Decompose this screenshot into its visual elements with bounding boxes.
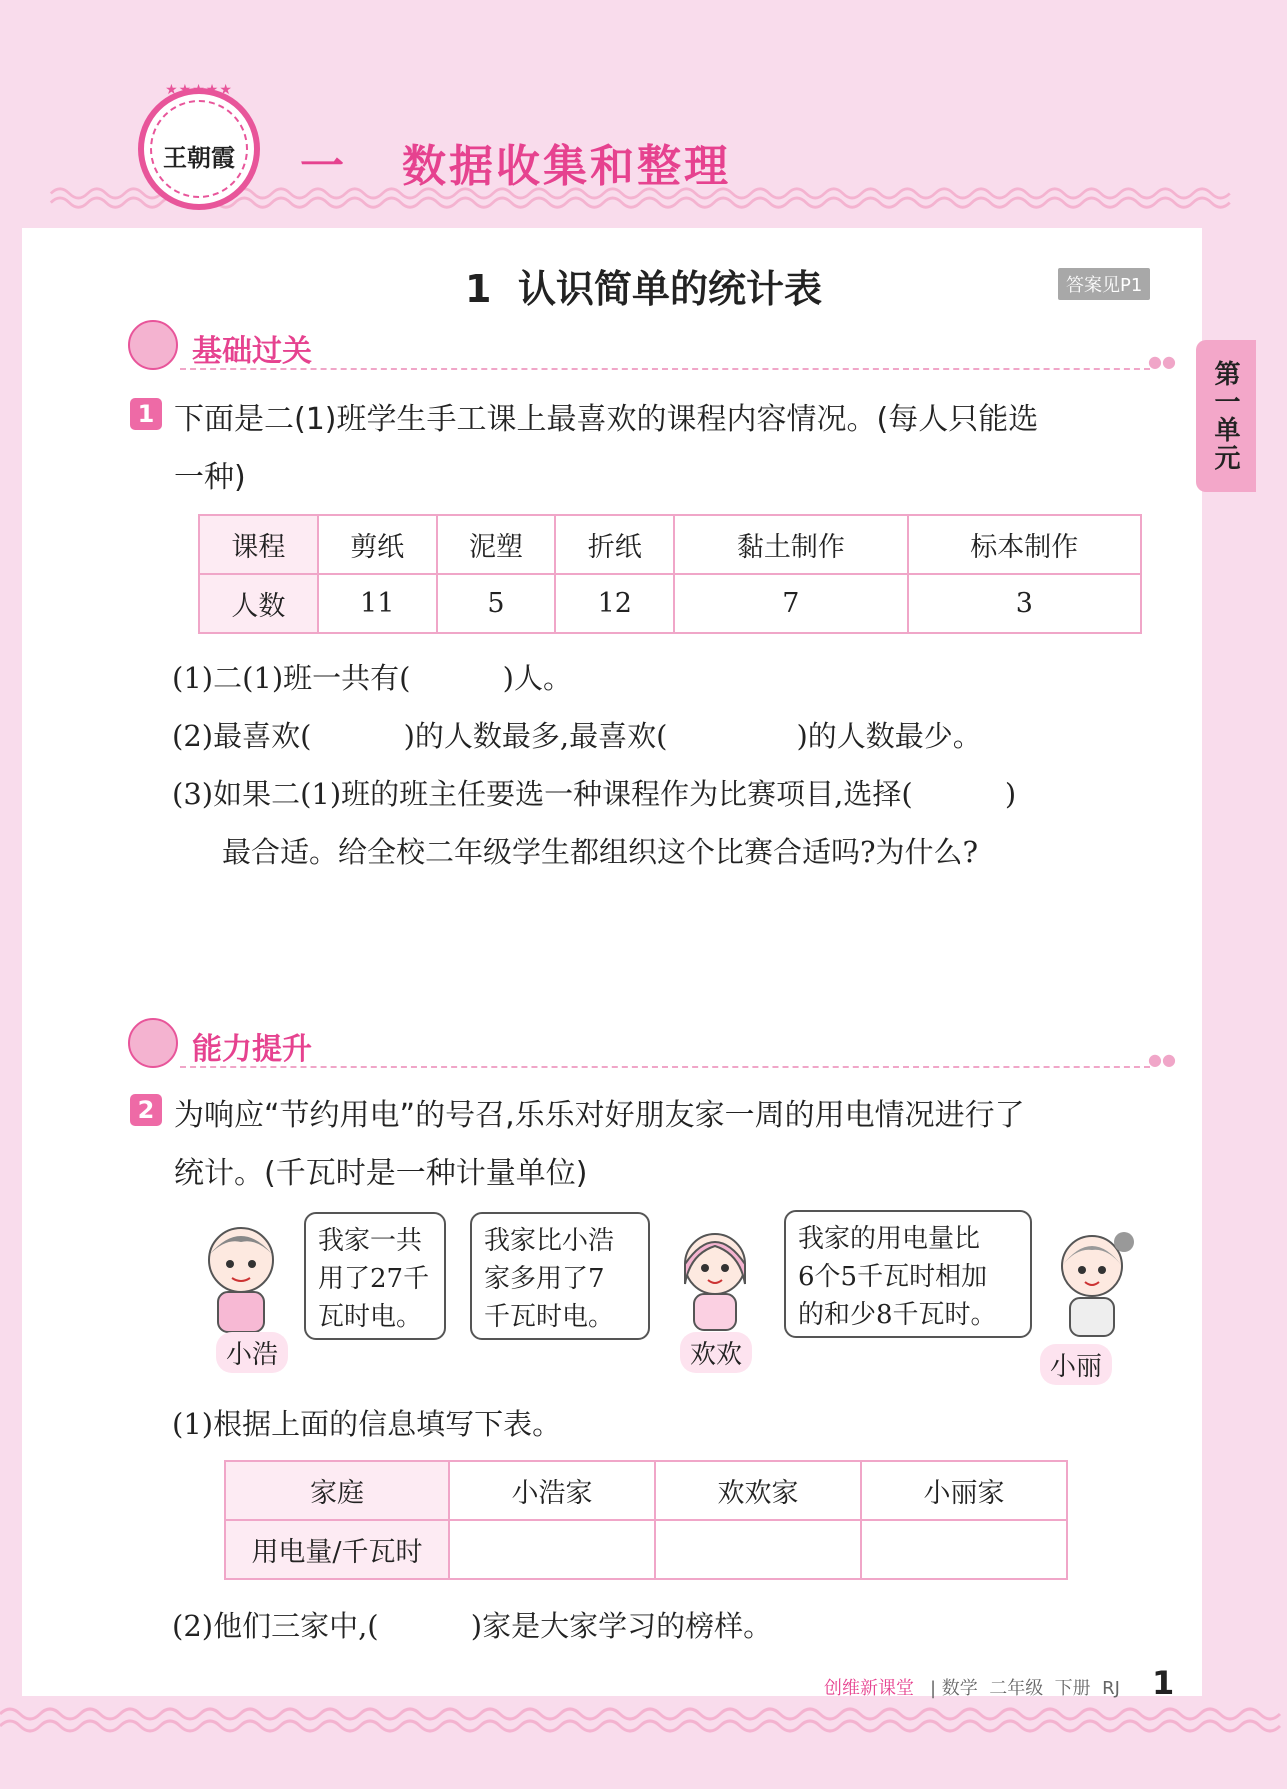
decor-dots-icon: ●● (1148, 352, 1176, 371)
table-cell: 课程 (199, 515, 318, 574)
teacher-avatar-icon (128, 320, 178, 370)
bubble-line: 瓦时电。 (318, 1302, 423, 1332)
table-cell: 剪纸 (318, 515, 437, 574)
teacher-avatar-icon (128, 1018, 178, 1068)
question-2-text-line2: 统计。(千瓦时是一种计量单位) (174, 1156, 588, 1191)
table-cell: 5 (437, 574, 556, 633)
speech-bubble (304, 1212, 446, 1340)
section-divider (180, 1066, 1150, 1068)
bubble-line: 用了27千 (318, 1264, 430, 1294)
question-2-text-line1: 为响应“节约用电”的号召,乐乐对好朋友家一周的用电情况进行了 (174, 1098, 1025, 1133)
speech-bubble (470, 1212, 650, 1340)
question-2-sub-1: (1)根据上面的信息填写下表。 (172, 1407, 562, 1441)
table-cell: 7 (674, 574, 907, 633)
answer-blank-cell[interactable] (449, 1520, 655, 1579)
speech-bubble (784, 1210, 1032, 1338)
table-cell: 12 (555, 574, 674, 633)
question-1-text-line2: 一种) (174, 460, 246, 495)
answer-blank-cell[interactable] (655, 1520, 861, 1579)
name-tag: 小浩 (216, 1332, 288, 1373)
logo-stars-icon: ★★★★★ (165, 82, 233, 98)
table-cell: 黏土制作 (674, 515, 907, 574)
question-1-sub-3-line2: 最合适。给全校二年级学生都组织这个比赛合适吗?为什么? (222, 835, 979, 869)
section-divider (180, 368, 1150, 370)
question-number-badge: 2 (130, 1094, 162, 1126)
bubble-line: 家多用了7 (484, 1264, 605, 1294)
table-cell: 小丽家 (861, 1461, 1067, 1520)
footer-wave-band (0, 1700, 1287, 1789)
decor-dots-icon: ●● (1148, 1050, 1176, 1069)
page-number: 1 (1152, 1664, 1175, 1702)
bubble-line: 我家的用电量比 (798, 1224, 981, 1254)
section-title-advanced: 能力提升 (192, 1032, 312, 1067)
unit-title: 一 数据收集和整理 (300, 141, 731, 192)
electricity-usage-table (224, 1460, 1068, 1580)
table-row (199, 515, 1141, 574)
question-1-sub-3-line1: (3)如果二(1)班的班主任要选一种课程作为比赛项目,选择( ) (172, 777, 1017, 811)
answer-reference-badge: 答案见P1 (1058, 268, 1150, 300)
bubble-line: 的和少8千瓦时。 (798, 1300, 997, 1330)
name-tag: 欢欢 (680, 1332, 752, 1373)
answer-blank-cell[interactable] (861, 1520, 1067, 1579)
bubble-line: 我家一共 (318, 1226, 423, 1256)
table-cell: 人数 (199, 574, 318, 633)
name-tag: 小丽 (1040, 1344, 1112, 1385)
question-1-sub-1: (1)二(1)班一共有( )人。 (172, 661, 572, 695)
table-row (225, 1520, 1067, 1579)
table-cell: 3 (908, 574, 1141, 633)
table-cell: 家庭 (225, 1461, 449, 1520)
logo-text: 王朝霞 (163, 143, 235, 172)
table-cell: 11 (318, 574, 437, 633)
lesson-title: 1 认识简单的统计表 (465, 267, 822, 311)
question-1-text-line1: 下面是二(1)班学生手工课上最喜欢的课程内容情况。(每人只能选 (174, 402, 1039, 437)
girl-huanhuan-illustration (670, 1224, 760, 1334)
footer-book-info: | 数学 二年级 下册 RJ (930, 1678, 1120, 1699)
footer-brand: 创维新课堂 (824, 1678, 914, 1699)
table-cell: 折纸 (555, 515, 674, 574)
bubble-line: 我家比小浩 (484, 1226, 615, 1256)
question-1-sub-2: (2)最喜欢( )的人数最多,最喜欢( )的人数最少。 (172, 719, 982, 753)
table-cell: 泥塑 (437, 515, 556, 574)
table-cell: 欢欢家 (655, 1461, 861, 1520)
question-number-badge: 1 (130, 398, 162, 430)
bubble-line: 6个5千瓦时相加 (798, 1262, 988, 1292)
section-title-basic: 基础过关 (192, 334, 312, 369)
girl-xiaoli-illustration (1044, 1222, 1140, 1342)
table-cell: 标本制作 (908, 515, 1141, 574)
question-2-sub-2: (2)他们三家中,( )家是大家学习的榜样。 (172, 1609, 773, 1643)
table-row (225, 1461, 1067, 1520)
unit-side-tab-label: 第一单元 (1210, 360, 1240, 472)
table-row (199, 574, 1141, 633)
course-statistics-table (198, 514, 1142, 634)
table-cell: 用电量/千瓦时 (225, 1520, 449, 1579)
table-cell: 小浩家 (449, 1461, 655, 1520)
bubble-line: 千瓦时电。 (484, 1302, 615, 1332)
boy-xiaohao-illustration (196, 1218, 286, 1338)
